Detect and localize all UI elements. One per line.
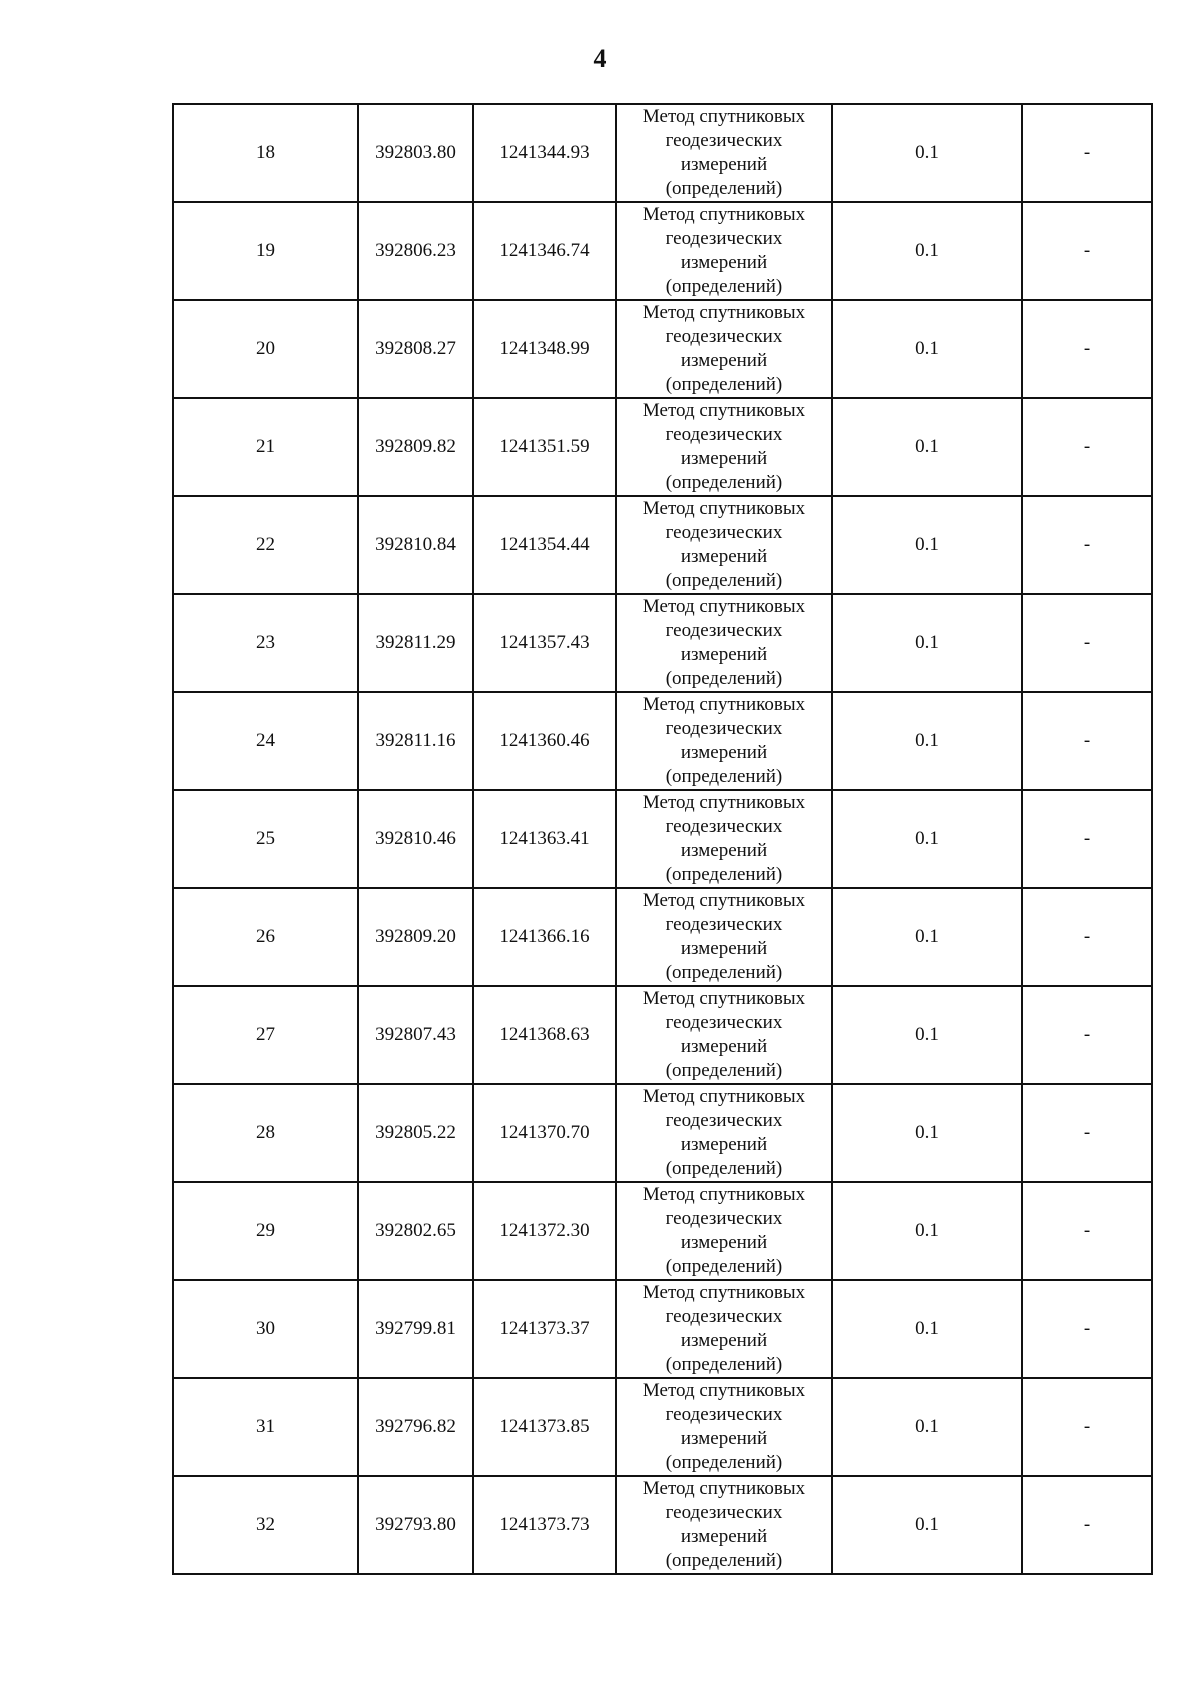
page-number: 4: [593, 44, 607, 73]
x-coordinate-cell: 392802.65: [358, 1182, 473, 1280]
accuracy-cell: 0.1: [832, 496, 1022, 594]
method-text: Метод спутниковых геодезических измерений (определений): [642, 1380, 806, 1473]
accuracy-cell: 0.1: [832, 1378, 1022, 1476]
y-coordinate-cell: 1241348.99: [473, 300, 616, 398]
point-number-cell: 23: [173, 594, 358, 692]
point-number-cell: 21: [173, 398, 358, 496]
point-number-cell: 29: [173, 1182, 358, 1280]
point-number-cell: 30: [173, 1280, 358, 1378]
table-row: [173, 1084, 1152, 1182]
point-number-cell: 19: [173, 202, 358, 300]
x-coordinate-cell: 392809.82: [358, 398, 473, 496]
method-text: Метод спутниковых геодезических измерений (определений): [642, 1086, 806, 1179]
table-row: [173, 104, 1152, 202]
method-text: Метод спутниковых геодезических измерений (определений): [642, 1184, 806, 1277]
method-text: Метод спутниковых геодезических измерений (определений): [642, 400, 806, 493]
method-text: Метод спутниковых геодезических измерений (определений): [642, 106, 806, 199]
method-cell: [616, 104, 832, 202]
x-coordinate-cell: 392809.20: [358, 888, 473, 986]
accuracy-cell: 0.1: [832, 594, 1022, 692]
x-coordinate-cell: 392811.29: [358, 594, 473, 692]
x-coordinate-cell: 392810.46: [358, 790, 473, 888]
method-text: Метод спутниковых геодезических измерений (определений): [642, 988, 806, 1081]
method-cell: [616, 202, 832, 300]
accuracy-cell: 0.1: [832, 1280, 1022, 1378]
method-text: Метод спутниковых геодезических измерений (определений): [642, 596, 806, 689]
table-row: [173, 888, 1152, 986]
x-coordinate-cell: 392803.80: [358, 104, 473, 202]
y-coordinate-cell: 1241344.93: [473, 104, 616, 202]
accuracy-cell: 0.1: [832, 692, 1022, 790]
y-coordinate-cell: 1241373.73: [473, 1476, 616, 1574]
x-coordinate-cell: 392811.16: [358, 692, 473, 790]
y-coordinate-cell: 1241360.46: [473, 692, 616, 790]
y-coordinate-cell: 1241372.30: [473, 1182, 616, 1280]
note-cell: -: [1022, 300, 1152, 398]
point-number-cell: 22: [173, 496, 358, 594]
note-cell: -: [1022, 398, 1152, 496]
method-text: Метод спутниковых геодезических измерений (определений): [642, 1478, 806, 1571]
table-row: [173, 398, 1152, 496]
method-cell: [616, 594, 832, 692]
method-text: Метод спутниковых геодезических измерений (определений): [642, 694, 806, 787]
method-cell: [616, 888, 832, 986]
point-number-cell: 27: [173, 986, 358, 1084]
accuracy-cell: 0.1: [832, 790, 1022, 888]
point-number-cell: 26: [173, 888, 358, 986]
note-cell: -: [1022, 1378, 1152, 1476]
x-coordinate-cell: 392808.27: [358, 300, 473, 398]
point-number-cell: 18: [173, 104, 358, 202]
method-cell: [616, 398, 832, 496]
table-row: [173, 790, 1152, 888]
y-coordinate-cell: 1241368.63: [473, 986, 616, 1084]
method-cell: [616, 1084, 832, 1182]
x-coordinate-cell: 392793.80: [358, 1476, 473, 1574]
table-row: [173, 1476, 1152, 1574]
method-cell: [616, 986, 832, 1084]
note-cell: -: [1022, 790, 1152, 888]
coordinates-table-body: [173, 104, 1152, 1574]
note-cell: -: [1022, 1182, 1152, 1280]
note-cell: -: [1022, 692, 1152, 790]
point-number-cell: 28: [173, 1084, 358, 1182]
x-coordinate-cell: 392806.23: [358, 202, 473, 300]
y-coordinate-cell: 1241366.16: [473, 888, 616, 986]
note-cell: -: [1022, 104, 1152, 202]
method-cell: [616, 496, 832, 594]
accuracy-cell: 0.1: [832, 202, 1022, 300]
note-cell: -: [1022, 986, 1152, 1084]
method-text: Метод спутниковых геодезических измерений (определений): [642, 1282, 806, 1375]
method-cell: [616, 790, 832, 888]
y-coordinate-cell: 1241346.74: [473, 202, 616, 300]
x-coordinate-cell: 392807.43: [358, 986, 473, 1084]
x-coordinate-cell: 392799.81: [358, 1280, 473, 1378]
coordinates-table: [172, 103, 1153, 1575]
note-cell: -: [1022, 594, 1152, 692]
method-cell: [616, 1182, 832, 1280]
accuracy-cell: 0.1: [832, 1182, 1022, 1280]
table-row: [173, 1182, 1152, 1280]
accuracy-cell: 0.1: [832, 986, 1022, 1084]
table-row: [173, 1378, 1152, 1476]
accuracy-cell: 0.1: [832, 1476, 1022, 1574]
method-cell: [616, 1378, 832, 1476]
x-coordinate-cell: 392796.82: [358, 1378, 473, 1476]
x-coordinate-cell: 392810.84: [358, 496, 473, 594]
method-cell: [616, 300, 832, 398]
method-text: Метод спутниковых геодезических измерений (определений): [642, 792, 806, 885]
note-cell: -: [1022, 1476, 1152, 1574]
note-cell: -: [1022, 1084, 1152, 1182]
table-row: [173, 594, 1152, 692]
accuracy-cell: 0.1: [832, 888, 1022, 986]
method-text: Метод спутниковых геодезических измерений (определений): [642, 302, 806, 395]
table-row: [173, 986, 1152, 1084]
note-cell: -: [1022, 202, 1152, 300]
point-number-cell: 32: [173, 1476, 358, 1574]
point-number-cell: 24: [173, 692, 358, 790]
y-coordinate-cell: 1241363.41: [473, 790, 616, 888]
note-cell: -: [1022, 888, 1152, 986]
table-row: [173, 300, 1152, 398]
method-text: Метод спутниковых геодезических измерений (определений): [642, 890, 806, 983]
table-row: [173, 202, 1152, 300]
point-number-cell: 25: [173, 790, 358, 888]
point-number-cell: 20: [173, 300, 358, 398]
note-cell: -: [1022, 1280, 1152, 1378]
y-coordinate-cell: 1241357.43: [473, 594, 616, 692]
y-coordinate-cell: 1241354.44: [473, 496, 616, 594]
method-cell: [616, 1476, 832, 1574]
method-text: Метод спутниковых геодезических измерений (определений): [642, 204, 806, 297]
note-cell: -: [1022, 496, 1152, 594]
table-row: [173, 1280, 1152, 1378]
y-coordinate-cell: 1241351.59: [473, 398, 616, 496]
table-row: [173, 496, 1152, 594]
method-cell: [616, 692, 832, 790]
accuracy-cell: 0.1: [832, 1084, 1022, 1182]
y-coordinate-cell: 1241373.85: [473, 1378, 616, 1476]
accuracy-cell: 0.1: [832, 398, 1022, 496]
method-cell: [616, 1280, 832, 1378]
method-text: Метод спутниковых геодезических измерений (определений): [642, 498, 806, 591]
x-coordinate-cell: 392805.22: [358, 1084, 473, 1182]
point-number-cell: 31: [173, 1378, 358, 1476]
table-row: [173, 692, 1152, 790]
y-coordinate-cell: 1241373.37: [473, 1280, 616, 1378]
accuracy-cell: 0.1: [832, 300, 1022, 398]
accuracy-cell: 0.1: [832, 104, 1022, 202]
y-coordinate-cell: 1241370.70: [473, 1084, 616, 1182]
